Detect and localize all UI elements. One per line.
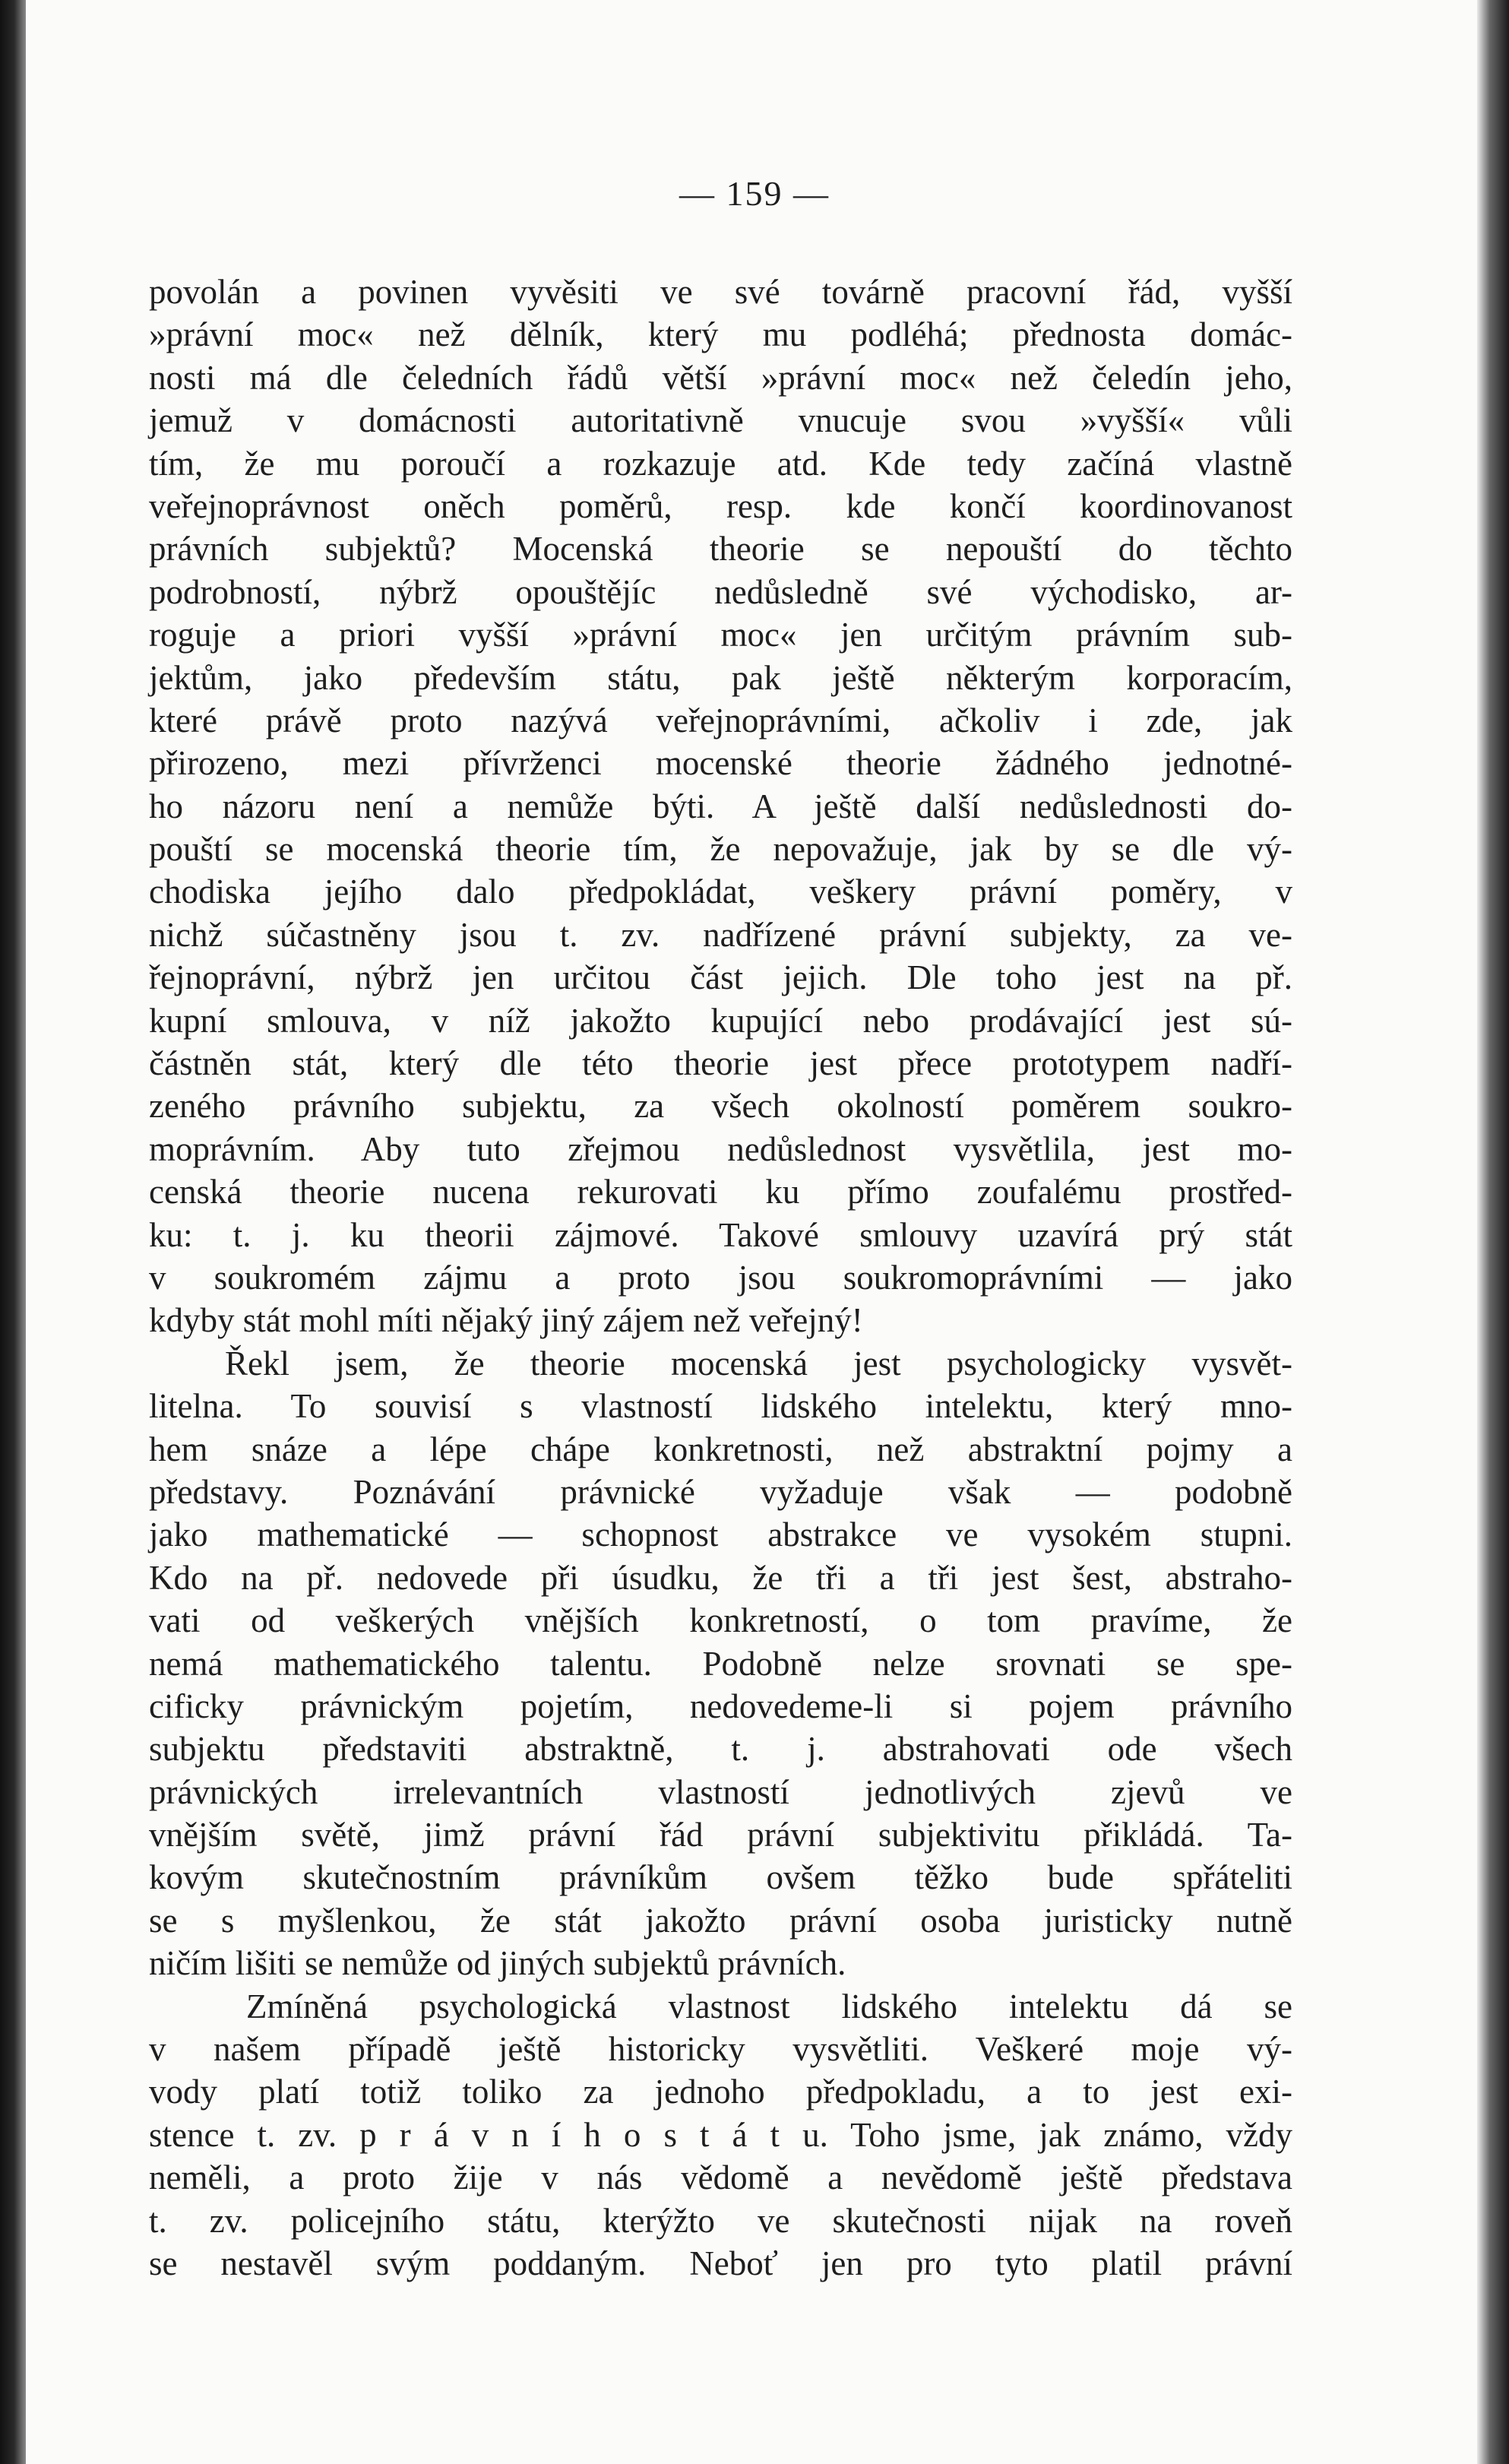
text-line: subjektu představiti abstraktně, t. j. abstrahovati ode všech	[149, 1730, 1292, 1769]
text-line: částněn stát, který dle této theorie jest přece prototypem nadří-	[149, 1044, 1292, 1083]
text-line: přirozeno, mezi přívrženci mocenské theorie žádného jednotné-	[149, 744, 1292, 783]
text-line: které právě proto nazývá veřejnoprávními, ačkoliv i zde, jak	[149, 701, 1292, 740]
text-line: vati od veškerých vnějších konkretností, o tom pravíme, že	[149, 1601, 1292, 1640]
text-line: nichž súčastněny jsou t. zv. nadřízené právní subjekty, za ve-	[149, 915, 1292, 954]
text-line: se nestavěl svým poddaným. Neboť jen pro tyto platil právní	[149, 2244, 1292, 2282]
text-line: ho názoru není a nemůže býti. A ještě další nedůslednosti do-	[149, 787, 1292, 825]
text-line: vnějším světě, jimž právní řád právní subjektivitu přikládá. Ta-	[149, 1816, 1292, 1854]
text-line: v soukromém zájmu a proto jsou soukromoprávními — jako	[149, 1258, 1292, 1297]
text-line: nosti má dle čeledních řádů větší »právní moc« než čeledín jeho,	[149, 358, 1292, 397]
text-line: kupní smlouva, v níž jakožto kupující nebo prodávající jest sú-	[149, 1001, 1292, 1040]
text-line: hem snáze a lépe chápe konkretnosti, než abstraktní pojmy a	[149, 1430, 1292, 1468]
text-line: vody platí totiž toliko za jednoho předpokladu, a to jest exi-	[149, 2073, 1292, 2111]
text-line: v našem případě ještě historicky vysvětliti. Veškeré moje vý-	[149, 2030, 1292, 2069]
text-line: právních subjektů? Mocenská theorie se nepouští do těchto	[149, 530, 1292, 568]
text-line: roguje a priori vyšší »právní moc« jen určitým právním sub-	[149, 616, 1292, 654]
page-edge-shadow	[1477, 0, 1509, 2464]
text-line: právnických irrelevantních vlastností jednotlivých zjevů ve	[149, 1772, 1292, 1811]
text-line: ku: t. j. ku theorii zájmové. Takové smlouvy uzavírá prý stát	[149, 1215, 1292, 1254]
text-line: neměli, a proto žije v nás vědomě a nevědomě ještě představa	[149, 2158, 1292, 2197]
text-line: kovým skutečnostním právníkům ovšem těžko bude spřáteliti	[149, 1858, 1292, 1897]
text-line: cificky právnickým pojetím, nedovedeme-li si pojem právního	[149, 1686, 1292, 1725]
page-number: — 159 —	[679, 174, 830, 213]
text-line: pouští se mocenská theorie tím, že nepovažuje, jak by se dle vý-	[149, 830, 1292, 869]
text-line: stence t. zv. p r á v n í h o s t á t u. Toho jsme, jak známo, vždy	[149, 2115, 1292, 2154]
text-line: ničím lišiti se nemůže od jiných subjektů právních.	[149, 1944, 846, 1983]
text-line: veřejnoprávnost oněch poměrů, resp. kde končí koordinovanost	[149, 486, 1292, 525]
text-line: censká theorie nucena rekurovati ku přímo zoufalému prostřed-	[149, 1173, 1292, 1211]
text-line: řejnoprávní, nýbrž jen určitou část jejich. Dle toho jest na př.	[149, 958, 1292, 997]
text-line: litelna. To souvisí s vlastností lidského intelektu, který mno-	[149, 1387, 1292, 1426]
text-line: chodiska jejího dalo předpokládat, veškery právní poměry, v	[149, 873, 1292, 911]
text-line: zeného právního subjektu, za všech okolností poměrem soukro-	[149, 1087, 1292, 1126]
text-line: »právní moc« než dělník, který mu podléhá; přednosta domác-	[149, 315, 1292, 354]
text-line: Řekl jsem, že theorie mocenská jest psychologicky vysvět-	[225, 1344, 1292, 1382]
text-line: jako mathematické — schopnost abstrakce ve vysokém stupni.	[149, 1515, 1292, 1554]
text-line: tím, že mu poroučí a rozkazuje atd. Kde tedy začíná vlastně	[149, 444, 1292, 483]
text-line: jemuž v domácnosti autoritativně vnucuje svou »vyšší« vůli	[149, 401, 1292, 440]
text-line: Zmíněná psychologická vlastnost lidského intelektu dá se	[246, 1987, 1292, 2025]
text-line: nemá mathematického talentu. Podobně nelze srovnati se spe-	[149, 1644, 1292, 1683]
text-line: t. zv. policejního státu, kterýžto ve skutečnosti nijak na roveň	[149, 2201, 1292, 2240]
text-line: moprávním. Aby tuto zřejmou nedůslednost vysvětlila, jest mo-	[149, 1129, 1292, 1168]
text-line: se s myšlenkou, že stát jakožto právní osoba juristicky nutně	[149, 1901, 1292, 1940]
text-line: jektům, jako především státu, pak ještě některým korporacím,	[149, 658, 1292, 697]
text-line: kdyby stát mohl míti nějaký jiný zájem než veřejný!	[149, 1301, 863, 1340]
text-line: představy. Poznávání právnické vyžaduje však — podobně	[149, 1472, 1292, 1511]
text-line: Kdo na př. nedovede při úsudku, že tři a tři jest šest, abstraho-	[149, 1558, 1292, 1597]
text-line: povolán a povinen vyvěsiti ve své továrně pracovní řád, vyšší	[149, 273, 1292, 311]
book-binding-shadow	[0, 0, 26, 2464]
text-line: podrobností, nýbrž opouštějíc nedůsledně své východisko, ar-	[149, 572, 1292, 611]
body-text	[149, 271, 1292, 2285]
